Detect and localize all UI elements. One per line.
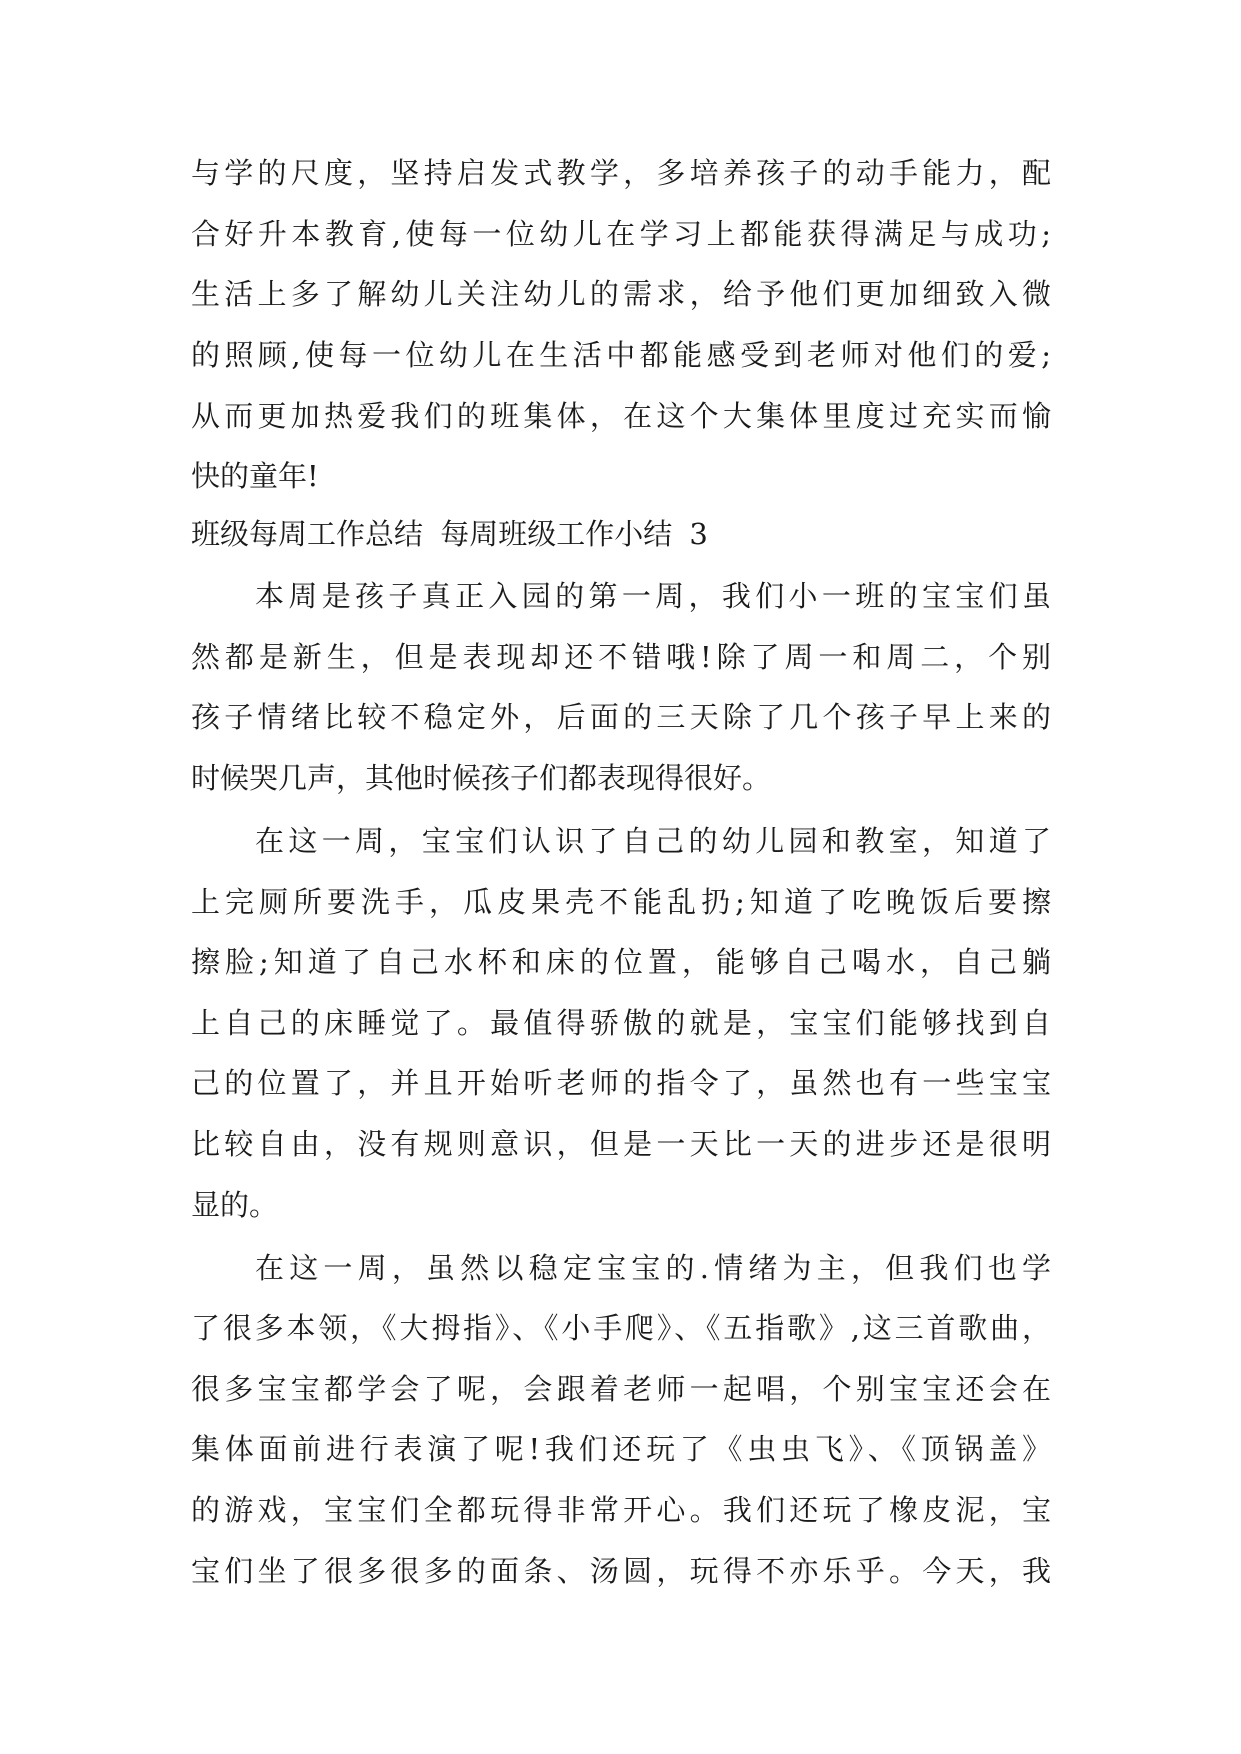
text-line: 从而更加热爱我们的班集体，在这个大集体里度过充实而愉 [191, 399, 1051, 433]
text-line: 在这一周，宝宝们认识了自己的幼儿园和教室，知道了 [255, 824, 1051, 858]
text-line: 然都是新生，但是表现却还不错哦!除了周一和周二，个别 [191, 640, 1051, 674]
section-heading: 班级每周工作总结 每周班级工作小结 3 [191, 517, 708, 551]
text-line: 擦脸;知道了自己水杯和床的位置，能够自己喝水，自己躺 [191, 945, 1051, 979]
text-line: 上自己的床睡觉了。最值得骄傲的就是，宝宝们能够找到自 [191, 1006, 1051, 1040]
text-line: 合好升本教育,使每一位幼儿在学习上都能获得满足与成功; [191, 217, 1051, 251]
text-line: 集体面前进行表演了呢!我们还玩了《虫虫飞》、《顶锅盖》 [191, 1432, 1051, 1466]
text-line: 本周是孩子真正入园的第一周，我们小一班的宝宝们虽 [255, 579, 1051, 613]
text-line: 宝们坐了很多很多的面条、汤圆，玩得不亦乐乎。今天，我 [191, 1554, 1051, 1588]
text-line: 时候哭几声，其他时候孩子们都表现得很好。 [191, 761, 772, 795]
text-line: 上完厕所要洗手，瓜皮果壳不能乱扔;知道了吃晚饭后要擦 [191, 885, 1051, 919]
text-line: 与学的尺度，坚持启发式教学，多培养孩子的动手能力，配 [191, 156, 1051, 190]
text-line: 比较自由，没有规则意识，但是一天比一天的进步还是很明 [191, 1127, 1051, 1161]
text-line: 孩子情绪比较不稳定外，后面的三天除了几个孩子早上来的 [191, 700, 1051, 734]
text-line: 了很多本领，《大拇指》、《小手爬》、《五指歌》,这三首歌曲， [191, 1311, 1051, 1345]
text-line: 的照顾,使每一位幼儿在生活中都能感受到老师对他们的爱; [191, 338, 1051, 372]
text-line: 显的。 [191, 1188, 279, 1222]
text-line: 在这一周，虽然以稳定宝宝的.情绪为主，但我们也学 [255, 1251, 1051, 1285]
text-line: 快的童年! [191, 459, 319, 493]
text-line: 生活上多了解幼儿关注幼儿的需求，给予他们更加细致入微 [191, 277, 1051, 311]
text-line: 己的位置了，并且开始听老师的指令了，虽然也有一些宝宝 [191, 1066, 1051, 1100]
text-line: 的游戏，宝宝们全都玩得非常开心。我们还玩了橡皮泥，宝 [191, 1493, 1051, 1527]
text-line: 很多宝宝都学会了呢，会跟着老师一起唱，个别宝宝还会在 [191, 1372, 1051, 1406]
